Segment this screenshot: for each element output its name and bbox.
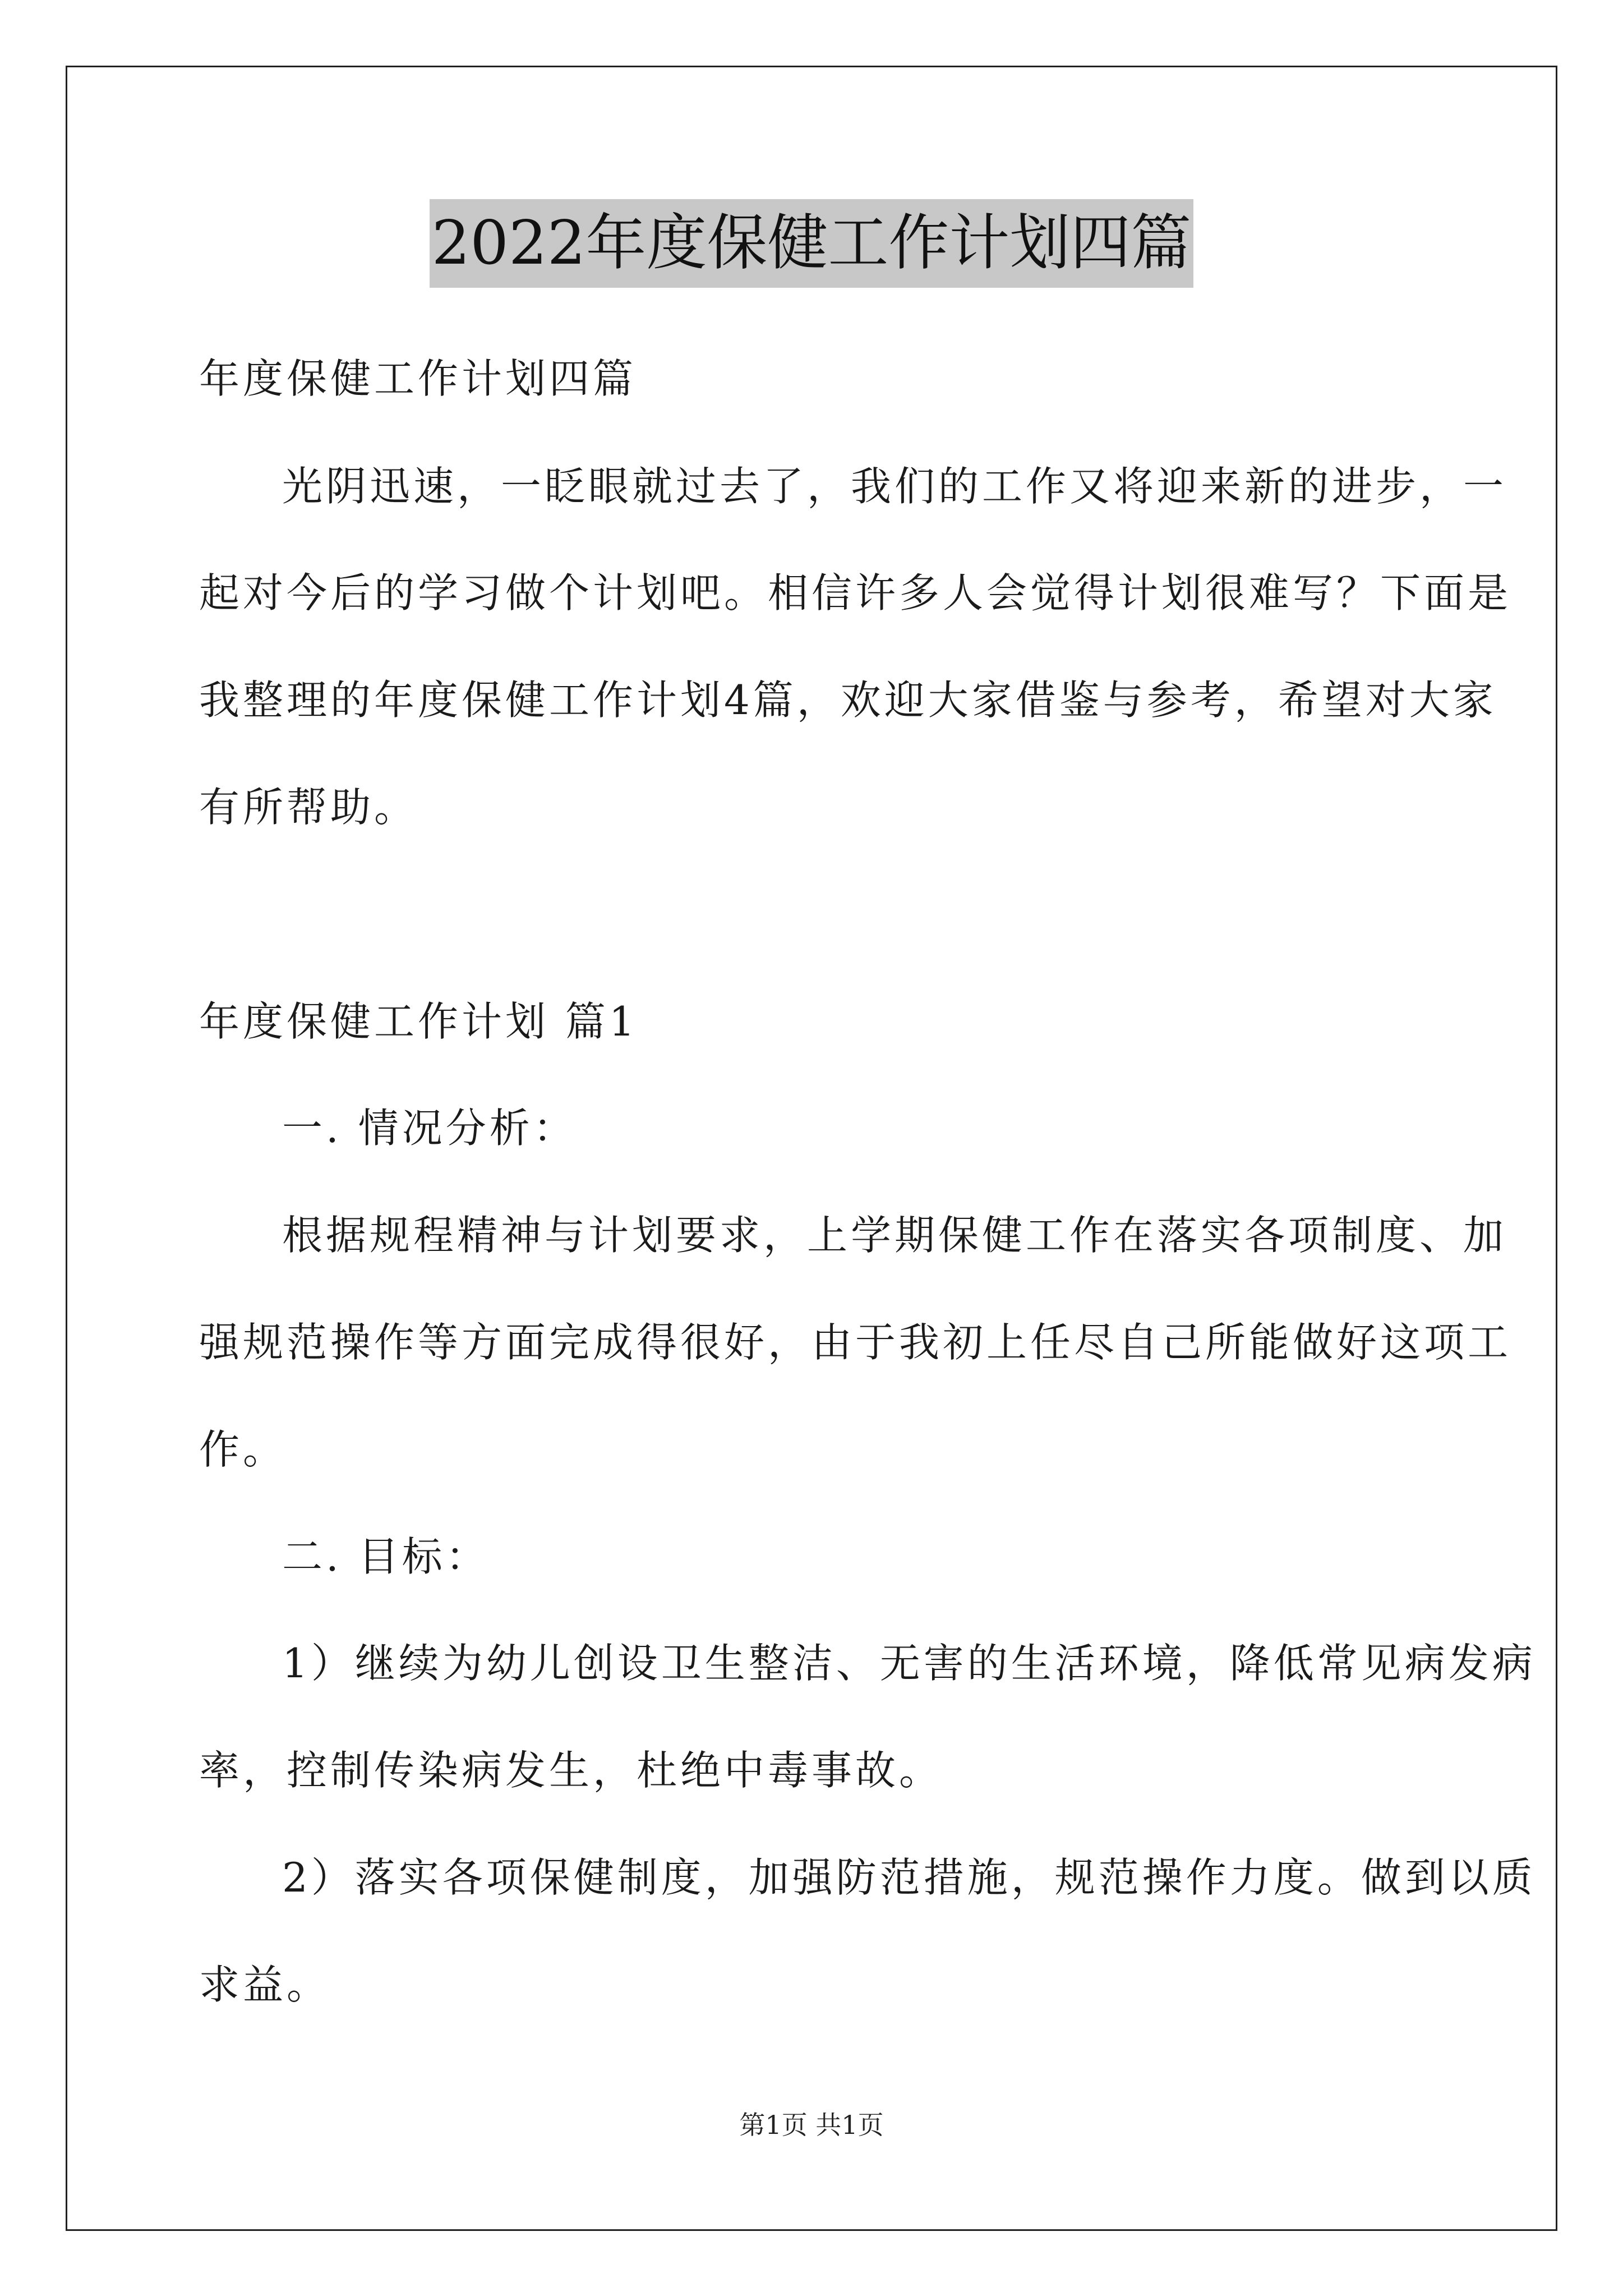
document-title: 2022年度保健工作计划四篇 — [430, 199, 1194, 288]
intro-line-2: 起对今后的学习做个计划吧。相信许多人会觉得计划很难写？下面是 — [199, 569, 1512, 616]
intro-line-1: 光阴迅速，一眨眼就过去了，我们的工作又将迎来新的进步，一 — [282, 463, 1507, 510]
intro-line-4: 有所帮助。 — [199, 784, 418, 831]
analysis-line-3: 作。 — [199, 1426, 287, 1473]
goal-one-line-2: 率，控制传染病发生，杜绝中毒事故。 — [199, 1747, 943, 1794]
goal-two-line-2: 求益。 — [199, 1961, 331, 2008]
item-two-heading: 二. 目标： — [282, 1533, 490, 1580]
goal-one-line-1: 1）继续为幼儿创设卫生整洁、无害的生活环境，降低常见病发病 — [282, 1640, 1536, 1687]
document-subtitle: 年度保健工作计划四篇 — [199, 355, 637, 402]
title-container — [0, 199, 1623, 288]
goal-two-line-1: 2）落实各项保健制度，加强防范措施，规范操作力度。做到以质 — [282, 1854, 1536, 1901]
section-heading: 年度保健工作计划 篇1 — [199, 998, 638, 1045]
item-one-heading: 一. 情况分析： — [282, 1105, 577, 1152]
analysis-line-2: 强规范操作等方面完成得很好，由于我初上任尽自己所能做好这项工 — [199, 1319, 1512, 1366]
page-footer: 第1页 共1页 — [739, 2110, 884, 2140]
intro-line-3: 我整理的年度保健工作计划4篇，欢迎大家借鉴与参考，希望对大家 — [199, 677, 1497, 724]
analysis-line-1: 根据规程精神与计划要求，上学期保健工作在落实各项制度、加 — [282, 1212, 1507, 1259]
